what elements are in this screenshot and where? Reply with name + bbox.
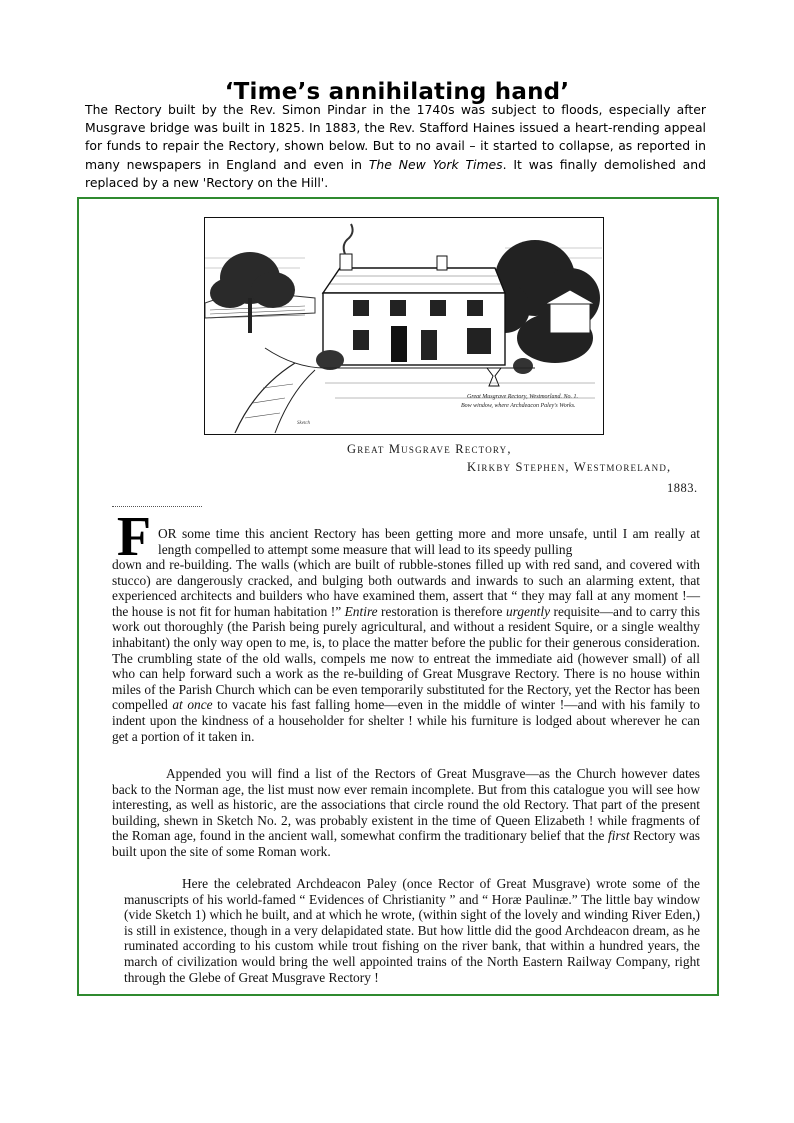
appeal-paragraph-2 [112,766,700,860]
intro-paragraph [85,101,706,192]
appeal-p1-text-c: requisite—and to carry this work out thoroughly (the Parish being purely agricultural, and without a resident Squire, or a single wealthy inhabitant) the only way open to me, is, to place the matter before the public for their generous consideration. The crumbling state of the old walls, compels me now to entreat the immediate aid (however small) of all who can help forward such a work as the re-building of Great Musgrave Rectory. There is no house within miles of the Parish Church which can be even temporarily substituted for the Rectory, yet the Rector has been compelled [112,603,700,713]
appeal-p2-emphasis-first: first [608,828,630,844]
page-title: ‘Time’s annihilating hand’ [224,79,570,106]
appeal-p1-emphasis-urgently: urgently [505,603,551,619]
intro-text-part1: The Rectory built by the Rev. Simon Pindar in the 1740s was subject to floods, especially after Musgrave bridge was built in 1825. In 1883, the Rev. Stafford Haines issued a heart-rending appeal for funds to repair the Rectory, shown below. But to no avail – it started to collapse, as reported in many newspapers in England and even in [85,102,706,172]
appeal-p1-text-b: restoration is therefore [377,603,506,619]
caption-year: 1883. [667,481,698,495]
appeal-paragraph-1-opening: OR some time this ancient Rectory has been getting more and more unsafe, until I am really at length compelled to attempt some measure that will lead to its speedy pulling [158,526,700,557]
rectory-illustration [205,218,602,433]
sketch-inscription-line2: Bow window, where Archdeacon Paley's Works. [461,403,576,409]
drop-cap-letter: F [116,506,152,568]
appeal-p2-text-a: Appended you will find a list of the Rectors of Great Musgrave—as the Church however dates back to the Norman age, the list must now ever remain incomplete. But from this catalogue you will see how interesting, as well as historic, are the associations that circle round the old Rectory. That part of the present building, shewn in Sketch No. 2, was probably existent in the time of Queen Elizabeth ! while fragments of the Roman age, found in the ancient wall, somewhat confirm the traditionary belief that the [112,766,700,844]
caption-line-1: Great Musgrave Rectory, [347,442,512,456]
appeal-p2-text-b: Rectory was built upon the site of some Roman work. [112,828,700,859]
appeal-paragraph-3: Here the celebrated Archdeacon Paley (once Rector of Great Musgrave) wrote some of the manuscripts of his world-famed “ Evidences of Christianity ” and “ Horæ Paulinæ.” The little bay window (vide Sketch 1) which he built, and at which he wrote, (within sight of the lovely and winding River Eden,) is still in existence, though in a very delapidated state. But how little did the good Archdeacon dream, as he ruminated according to his custom while trout fishing on the river bank, that within a hundred years, the march of civilization would bring the well appointed trains of the North Eastern Railway Company, right through the Glebe of Great Musgrave Rectory ! [124,876,700,985]
appeal-p1-emphasis-at-once: at once [172,697,213,713]
rectory-sketch-image [204,217,604,435]
caption-line-2: Kirkby Stephen, Westmoreland, [467,460,672,474]
sketch-artist-mark: Sketch [297,421,311,426]
intro-text-part2: . It was finally demolished and replaced by a new 'Rectory on the Hill'. [85,156,706,190]
appeal-paragraph-1 [112,557,700,744]
sketch-inscription-line1: Great Musgrave Rectory, Westmorland. No. 1. [467,394,579,400]
appeal-p1-text-a: down and re-building. The walls (which are built of rubble-stones filled up with red sand, and covered with stucco) are dangerously cracked, and bulging both outwards and inwards to such an alarming extent, that experienced architects and builders who have examined them, assert that “ they may fall at any moment !—the house is not fit for human habitation !” [112,557,700,619]
appeal-p1-text-d: to vacate his fast falling home—even in the middle of winter !—and with his family to indent upon the kindness of a householder for shelter ! while his furniture is lodged about wherever he can get a portion of it taken in. [112,697,700,744]
appeal-p1-emphasis-entire: Entire [344,603,378,619]
intro-publication: The New York Times [368,156,503,172]
